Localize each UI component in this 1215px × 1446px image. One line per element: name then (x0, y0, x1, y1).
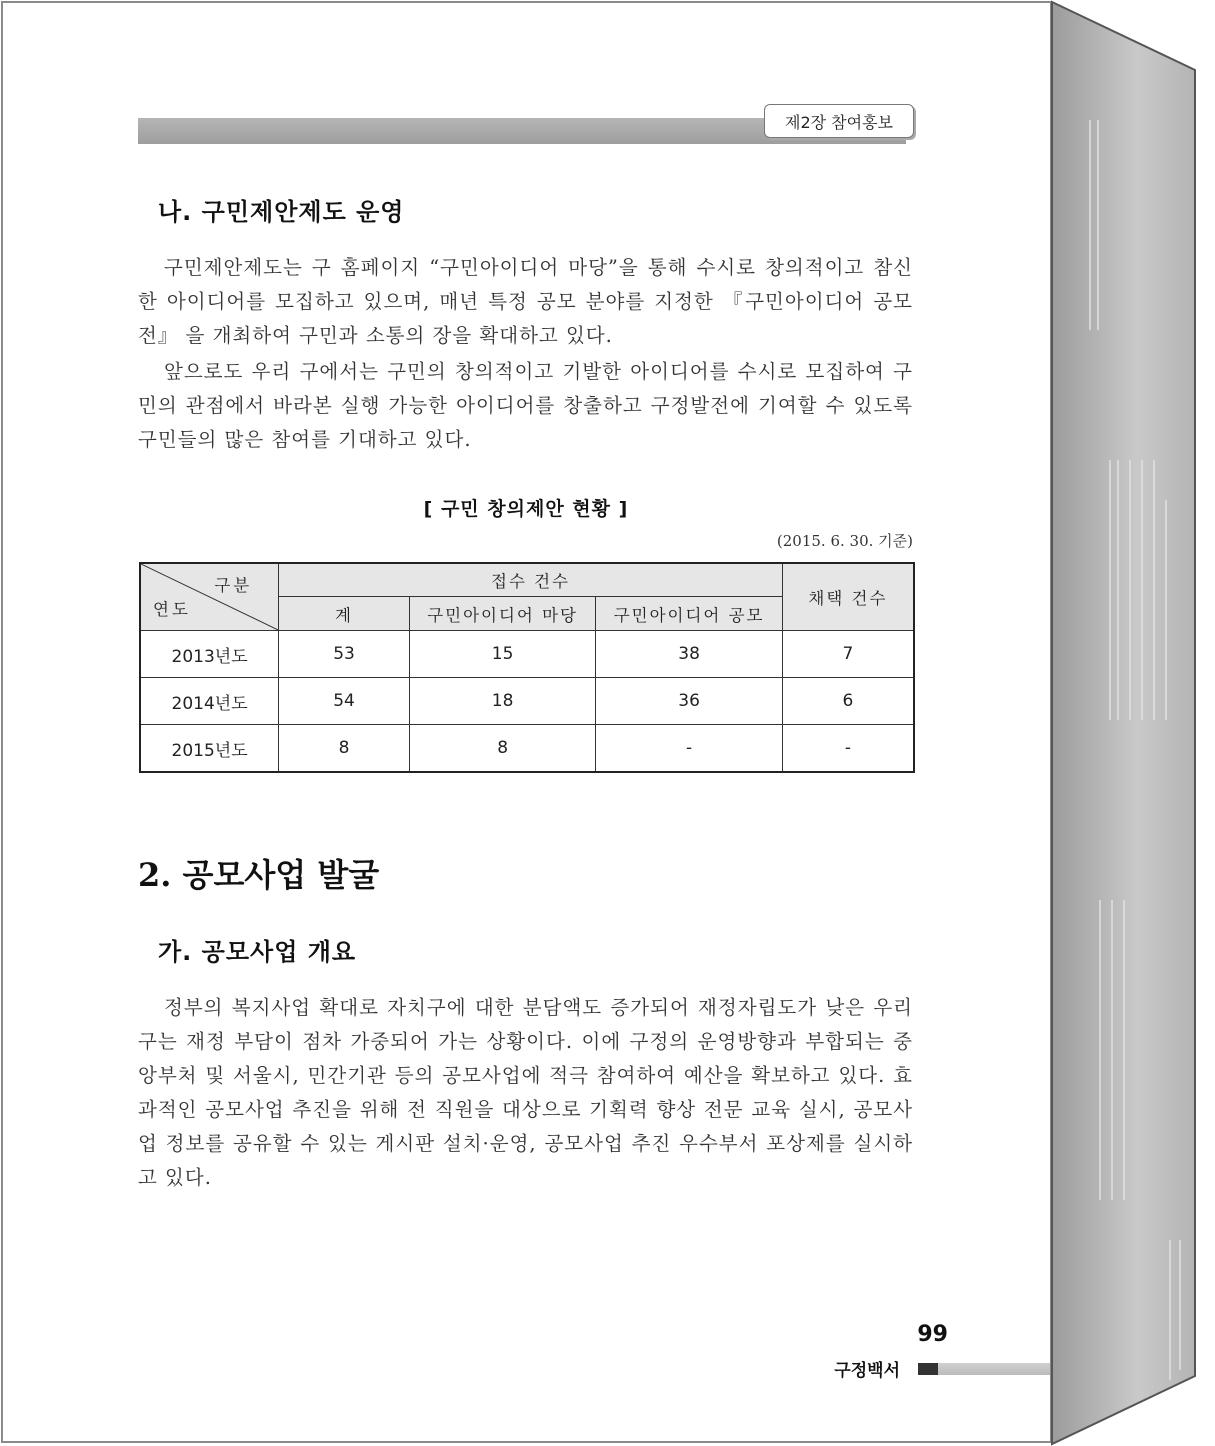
paragraph-1: 구민제안제도는 구 홈페이지 “구민아이디어 마당”을 통해 수시로 창의적이고 참신한 아이디어를 모집하고 있으며, 매년 특정 공모 분야를 지정한 『구민아이디어 공모전』 을 개최하여 구민과 소통의 장을 확대하고 있다. (138, 256, 913, 347)
cell-contest: 36 (596, 678, 782, 725)
header-category: 구분 (214, 576, 253, 595)
section-heading-2: 2. 공모사업 발굴 (138, 856, 380, 894)
table-title: [ 구민 창의제안 현황 ] (423, 498, 629, 520)
proposal-table (139, 562, 915, 773)
paragraph-3: 정부의 복지사업 확대로 자치구에 대한 분담액도 증가되어 재정자립도가 낮은 우리 구는 재정 부담이 점차 가중되어 가는 상황이다. 이에 구정의 운영방향과 부합되는 중앙부처 및 서울시, 민간기관 등의 공모사업에 적극 참여하여 예산을 확보하고 있다. 효과적인 공모사업 추진을 위해 전 직원을 대상으로 기획력 향상 전문 교육 실시, 공모사업 정보를 공유할 수 있는 게시판 설치·운영, 공모사업 추진 우수부서 포상제를 실시하고 있다. (138, 996, 913, 1189)
cell-madang: 15 (409, 631, 595, 678)
cell-contest: - (596, 725, 782, 773)
diagonal-header-cell (140, 563, 279, 631)
cell-adopted: - (782, 725, 914, 773)
header-adopted: 채택 건수 (782, 563, 914, 631)
book-page-edges (1050, 0, 1215, 1446)
cell-year: 2015년도 (140, 725, 279, 773)
footer-mark (918, 1363, 938, 1375)
page-number: 99 (917, 1322, 948, 1347)
cell-year: 2014년도 (140, 678, 279, 725)
cell-madang: 8 (409, 725, 595, 773)
cell-contest: 38 (596, 631, 782, 678)
cell-madang: 18 (409, 678, 595, 725)
section-heading-na: 나. 구민제안제도 운영 (158, 198, 405, 226)
cell-year: 2013년도 (140, 631, 279, 678)
cell-total: 8 (279, 725, 410, 773)
paragraph-2: 앞으로도 우리 구에서는 구민의 창의적이고 기발한 아이디어를 수시로 모집하여 구민의 관점에서 바라본 실행 가능한 아이디어를 창출하고 구정발전에 기여할 수 있도록 구민들의 많은 참여를 기대하고 있다. (138, 360, 913, 451)
table-row (140, 678, 914, 725)
cell-adopted: 6 (782, 678, 914, 725)
header-total: 계 (279, 597, 410, 631)
table-row (140, 725, 914, 773)
table-row (140, 631, 914, 678)
header-idea-contest: 구민아이디어 공모 (596, 597, 782, 631)
footer-bar (938, 1363, 1050, 1375)
cell-total: 53 (279, 631, 410, 678)
cell-adopted: 7 (782, 631, 914, 678)
book-title: 구정백서 (834, 1361, 900, 1381)
cell-total: 54 (279, 678, 410, 725)
header-year: 연도 (153, 600, 191, 619)
header-received: 접수 건수 (279, 563, 783, 597)
header-idea-madang: 구민아이디어 마당 (409, 597, 595, 631)
table-note: (2015. 6. 30. 기준) (776, 532, 913, 550)
chapter-tab: 제2장 참여홍보 (764, 104, 914, 138)
section-heading-ga: 가. 공모사업 개요 (158, 938, 357, 966)
